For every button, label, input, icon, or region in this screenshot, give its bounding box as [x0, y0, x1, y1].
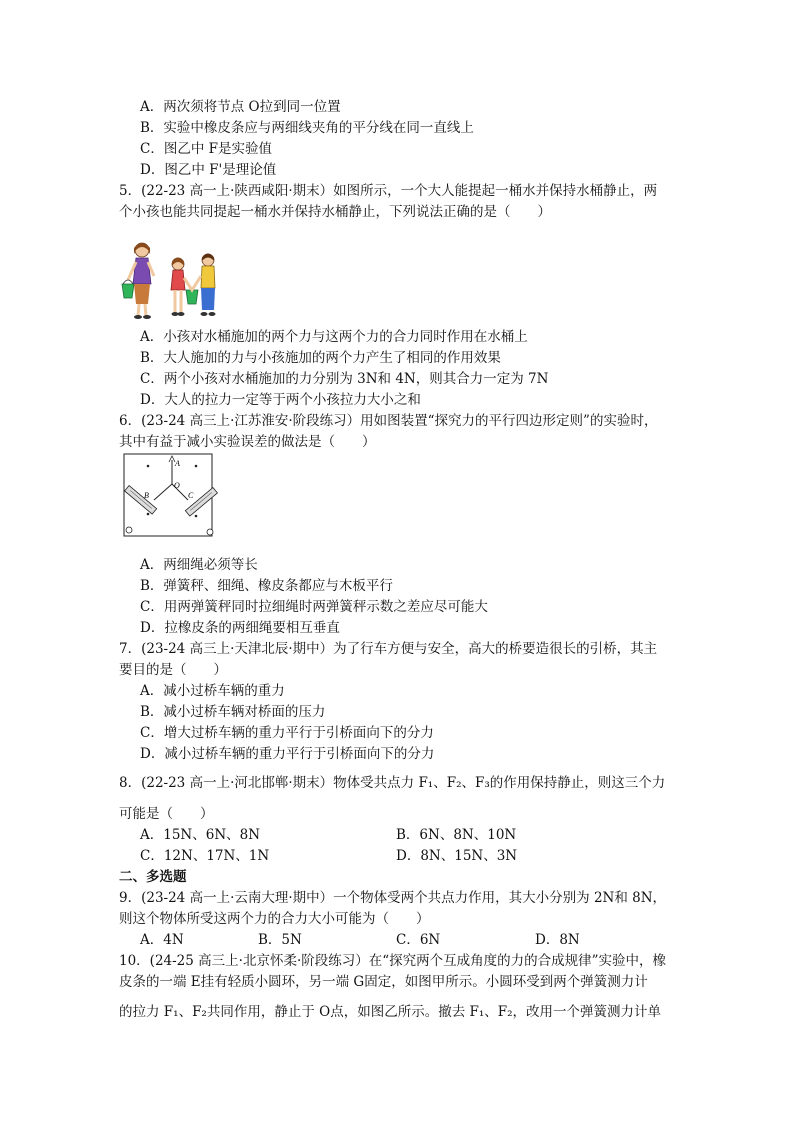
q7-option-c: C．增大过桥车辆的重力平行于引桥面向下的分力 — [140, 725, 434, 741]
q5-option-b: B．大人施加的力与小孩施加的两个力产生了相同的作用效果 — [140, 350, 501, 366]
q10-stem-line3: 的拉力 F₁、F₂共同作用，静止于 O点，如图乙所示。撤去 F₁、F₂，改用一个弹簧测力计单 — [119, 1004, 662, 1020]
people-carrying-buckets-illustration — [118, 238, 228, 320]
q8-option-c: C．12N、17N、1N — [140, 848, 270, 864]
q4-option-b: B．实验中橡皮条应与两细线夹角的平分线在同一直线上 — [140, 120, 474, 136]
q6-stem-line1: 6．(23-24 高三上·江苏淮安·阶段练习）用如图装置“探究力的平行四边形定则”的实验时， — [119, 413, 658, 429]
q5-stem-line1: 5．(22-23 高一上·陕西咸阳·期末）如图所示，一个大人能提起一桶水并保持水桶静止，两 — [119, 183, 658, 199]
q7-option-a: A．减小过桥车辆的重力 — [140, 683, 285, 699]
q5-option-d: D．大人的拉力一定等于两个小孩拉力大小之和 — [140, 392, 421, 408]
q7-stem-line1: 7．(23-24 高三上·天津北辰·期中）为了行车方便与安全，高大的桥要造很长的引桥，其主 — [119, 641, 658, 657]
section-heading: 二、多选题 — [119, 869, 187, 885]
q8-stem-line2: 可能是（ ） — [119, 806, 214, 822]
q7-stem-line2: 要目的是（ ） — [119, 662, 227, 678]
q9-stem-line1: 9．(23-24 高一上·云南大理·期中）一个物体受两个共点力作用，其大小分别为 2N和 8N， — [119, 890, 667, 906]
q9-stem-line2: 则这个物体所受这两个力的合力大小可能为（ ） — [119, 911, 430, 927]
q9-option-c: C．6N — [396, 932, 441, 948]
q7-option-b: B．减小过桥车辆对桥面的压力 — [140, 704, 326, 720]
q7-option-d: D．减小过桥车辆的重力平行于引桥面向下的分力 — [140, 746, 435, 762]
q8-option-a: A．15N、6N、8N — [140, 827, 261, 843]
q4-option-c: C．图乙中 F是实验值 — [140, 141, 272, 157]
q9-option-b: B．5N — [258, 932, 302, 948]
q6-stem-line2: 其中有益于减小实验误差的做法是（ ） — [119, 434, 376, 450]
q9-option-a: A．4N — [140, 932, 184, 948]
q8-option-b: B．6N、8N、10N — [396, 827, 517, 843]
q10-stem-line2: 皮条的一端 E挂有轻质小圆环，另一端 G固定，如图甲所示。小圆环受到两个弹簧测力计 — [119, 974, 648, 990]
label-o: O — [174, 481, 180, 490]
q10-stem-line1: 10．(24-25 高三上·北京怀柔·阶段练习）在“探究两个互成角度的力的合成规律”实验中，橡 — [119, 953, 667, 969]
q6-option-d: D．拉橡皮条的两细绳要相互垂直 — [140, 620, 340, 636]
q5-option-a: A．小孩对水桶施加的两个力与这两个力的合力同时作用在水桶上 — [140, 329, 528, 345]
label-b: B — [144, 491, 149, 500]
q8-option-d: D．8N、15N、3N — [396, 848, 518, 864]
label-a: A — [175, 459, 180, 468]
q5-option-c: C．两个小孩对水桶施加的力分别为 3N和 4N，则其合力一定为 7N — [140, 371, 549, 387]
force-board-apparatus-diagram — [118, 452, 218, 548]
q6-option-a: A．两细绳必须等长 — [140, 557, 258, 573]
q5-stem-line2: 个小孩也能共同提起一桶水并保持水桶静止，下列说法正确的是（ ） — [119, 204, 551, 220]
q4-option-d: D．图乙中 F'是理论值 — [140, 162, 277, 178]
q6-option-b: B．弹簧秤、细绳、橡皮条都应与木板平行 — [140, 578, 393, 594]
q8-stem-line1: 8．(22-23 高一上·河北邯郸·期末）物体受共点力 F₁、F₂、F₃的作用保持静止，则这三个力 — [119, 775, 666, 791]
q9-option-d: D．8N — [535, 932, 580, 948]
label-c: C — [188, 491, 194, 500]
q6-option-c: C．用两弹簧秤同时拉细绳时两弹簧秤示数之差应尽可能大 — [140, 599, 488, 615]
q4-option-a: A．两次须将节点 O拉到同一位置 — [140, 99, 341, 115]
